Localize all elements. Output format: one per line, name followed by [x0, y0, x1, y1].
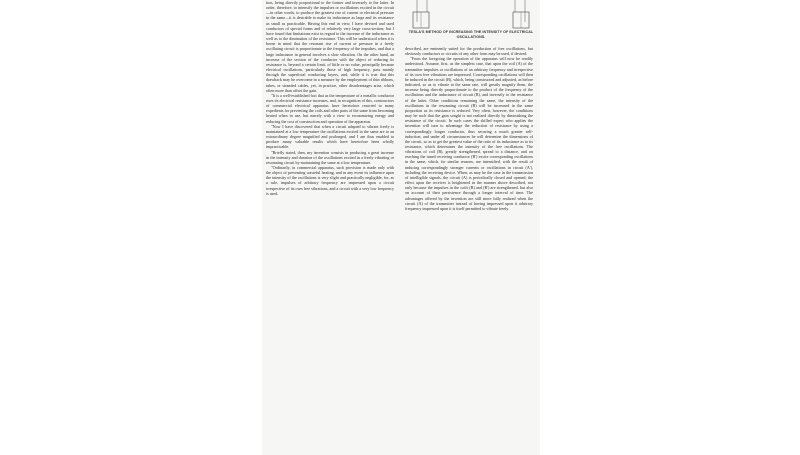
paragraph: "Now I have discovered that when a circuit adapted to vibrate freely is maintained at a low temperature the oscillations excited in the same are to an extraordinary degree magnified and prolonged, and I am thus enabled to produce many valuable results which have heretofore been wholly impracticable.	[266, 123, 394, 150]
right-text-column	[405, 46, 533, 455]
paragraph: described, are eminently suited for the production of free oscillations, but obviously conductors or circuits of any other form may be used, if desired.	[405, 46, 533, 57]
paragraph: "It is a well-established fact that as the temperature of a metallic conductor rises its electrical resistance increases, and, in recognition of this, constructors of commercial electrical apparatus have heretofore resorted to many expedients for preventing the coils and other parts of the same from becoming heated when in use, but merely with a view to economizing energy and reducing the cost of construction and operation of the apparatus.	[266, 92, 394, 124]
paragraph: "From the foregoing the operation of the apparatus will now be readily understood. Assume, first, as the simplest case, that upon the coil (A) of the transmitter impulses or oscillations of an arbitrary frequency and irrespective of its own free vibrations are impressed. Corresponding oscillations will then be induced in the circuit (B), which, being constructed and adjusted, as before indicated, so as to vibrate at the same rate, will greatly magnify them, the increase being directly proportionate to the product of the frequency of the oscillations and the inductance of circuit (B), and inversely to the resistance of the latter. Other conditions remaining the same, the intensity of the oscillations in the resonating circuit (B) will be increased in the same proportion as its resistance is reduced. Very often, however, the conditions may be such that the gain sought is not realized directly by diminishing the resistance of the circuit. In such cases the skilled expert who applies the invention will turn to advantage the reduction of resistance by using a correspondingly longer conductor, thus securing a much greater self-induction, and under all circumstances he will determine the dimensions of the circuit, so as to get the greatest value of the ratio of its inductance as to its resistance, which determines the intensity of the free oscillations. The vibrations of coil (B), greatly strengthened, spread to a distance, and on reaching the tuned receiving conductor (B') excite corresponding oscillations in the same, which, for similar reasons, are intensified, with the result of inducing correspondingly stronger currents or oscillations in circuit (A'), including the receiving device. When, as may be the case in the transmission of intelligible signals, the circuit (A) is periodically closed and opened, the effect upon the receiver is heightened in the manner above described, not only because the impulses in the coils (B) and (B') are strengthened, but also on account of their persistence through a longer interval of time. The advantages offered by the invention are still more fully realized when the circuit (A) of the transmitter instead of having impressed upon it arbitrary frequency impressed upon it is itself permitted to vibrate freely.	[405, 56, 533, 211]
document-page	[262, 0, 540, 455]
left-text-column	[266, 0, 394, 455]
paragraph: tion, being directly proportional to the former and inversely to the latter. In order, therefore, to intensify the impulses or oscillations excited in the circuit—in other words, to produce the greatest rise of current or electrical pressure in the same—it is desirable to make its inductance as large and its resistance as small as practicable. Having this end in view, I have devised and used conductors of special forms and of relatively very large cross-section; but I have found that limitations exist in regard to the increase of the inductance as well as to the diminution of the resistance. This will be understood when it is borne in mind that the resonant rise of current or pressure in a freely oscillating circuit is proportionate to the frequency of the impulses, and that a large inductance in general involves a slow vibration. On the other hand, an increase of the section of the conductor with the object of reducing its resistance is, beyond a certain limit, of little or no value, principally because electrical oscillations, particularly those of high frequency, pass mainly through the superficial conducting layers, and, while it is true that this drawback may be overcome in a measure by the employment of thin ribbons, tubes, or stranded cables, yet, in practice, other disadvantages arise, which often more than offset the gain.	[266, 0, 394, 93]
paragraph: "Ordinarily, in commercial apparatus, such provision is made only with the object of preventing wasteful heating, and in any event its influence upon the intensity of the oscillations is very slight and practically negligible, for, as a rule, impulses of arbitrary frequency are impressed upon a circuit irrespective of its own free vibrations, and a circuit with a very low frequency is used.	[266, 165, 394, 196]
figure-caption: TESLA'S METHOD OF INCREASING THE INTENSITY OF ELECTRICAL OSCILLATIONS.	[408, 30, 534, 39]
paragraph: "Briefly stated, then, my invention consists in producing a great increase in the intensity and duration of the oscillations excited in a freely vibrating or resonating circuit by maintaining the same at a low temperature.	[266, 149, 394, 165]
